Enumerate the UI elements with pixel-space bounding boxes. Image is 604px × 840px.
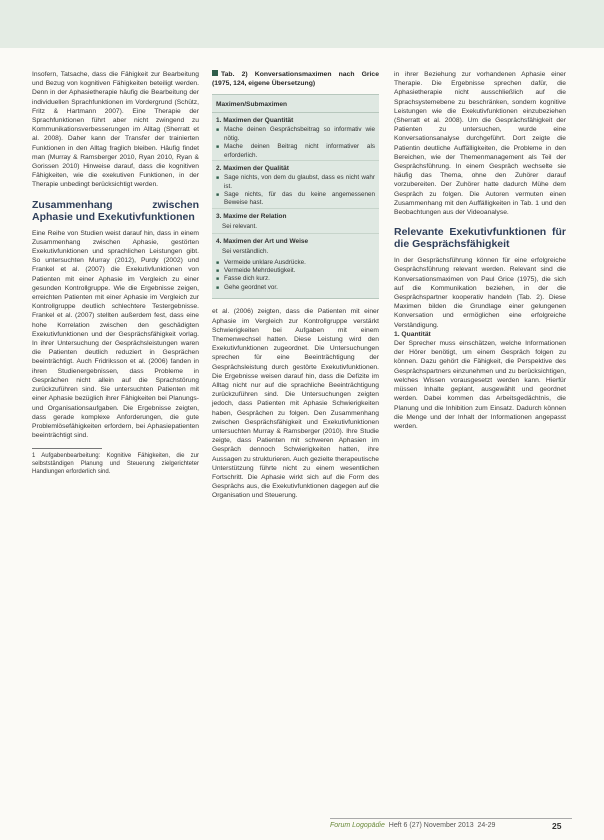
table-caption-text: Tab. 2) Konversationsmaximen nach Grice (1975, 124, eigene Übersetzung) — [212, 71, 379, 87]
table-bullet: ■ Sage nichts, für das du keine angemessenen Beweise hast. — [212, 191, 379, 208]
maxims-table — [212, 94, 379, 299]
footnote: 1 Aufgabenbearbeitung: Kognitive Fähigkeiten, die zur selbstständigen Planung und Steuerung zielgerichteter Handlungen erforderlich sind. — [32, 453, 199, 476]
footnote-rule — [32, 448, 102, 449]
column-right — [394, 70, 566, 431]
page-number: 25 — [552, 821, 562, 831]
section-heading: Relevante Exekutivfunktionen für die Gesprächsfähigkeit — [394, 226, 566, 251]
page-range: 24-29 — [477, 822, 496, 829]
paragraph: In der Gesprächsführung können für eine erfolgreiche Gesprächsführung relevant werden. Relevant sind die Konversationsmaximen von Paul Grice (1975), die sich auf die Kommunikation beziehen, in der die Gesprächspartner kooperativ handeln (Tab. 2). Diese Maximen bilden die Grundlage einer gelungenen Konversation und ermöglichen eine erfolgreiche Verständigung. — [394, 257, 566, 329]
table-bullet: ■ Vermeide unklare Ausdrücke. — [212, 259, 379, 267]
table-bullet: ■ Mache deinen Beitrag nicht informativer als erforderlich. — [212, 143, 379, 160]
table-section-title: 3. Maxime der Relation — [212, 208, 379, 222]
section-heading: Zusammenhang zwischen Aphasie und Exekutivfunktionen — [32, 198, 199, 223]
table-section-title: 2. Maximen der Qualität — [212, 160, 379, 174]
table-bullet: ■ Mache deinen Gesprächsbeitrag so informativ wie nötig. — [212, 126, 379, 143]
table-bullet: ■ Fasse dich kurz. — [212, 275, 379, 283]
column-left — [32, 70, 199, 476]
table-header: Maximen/Submaximen — [212, 97, 379, 113]
top-band — [0, 0, 604, 48]
table-section-title: 4. Maximen der Art und Weise — [212, 233, 379, 247]
paragraph: Insofern, Tatsache, dass die Fähigkeit zur Bearbeitung und Bezug von kognitiven Fähigkeiten beteiligt werden. Denn in der Aphasietherapie häufig die Bearbeitung der individuellen Sprachfunktionen im Vordergrund (Schütz, Fritz & Hartmann 2007). Eine Therapie der Sprachfunktionen führt aber nicht zwingend zu Kommunikationsverbesserungen im Alltag (Sherratt et al. 2008). Daher kann der Transfer der trainierten Funktionen in den Alltag fraglich bleiben. Häufig findet man (Murray & Ramsberger 2010, Ryan 2010, Ryan & Gorissen 2010) Hinweise darauf, dass die kognitiven Fähigkeiten, wie die exekutiven Funktionen, in der Therapie unbedingt berücksichtigt werden. — [32, 71, 199, 189]
numbered-heading: 1. Quantität — [394, 330, 431, 338]
table-caption — [212, 70, 379, 88]
column-middle — [212, 70, 379, 501]
caption-square-icon — [212, 70, 218, 76]
table-section-title: 1. Maximen der Quantität — [216, 117, 294, 125]
footer — [330, 822, 495, 829]
paragraph: Der Sprecher muss einschätzen, welche Informationen der Hörer benötigt, um einem Gespräch folgen zu können. Dazu gehört die Fähigkeit, die Perspektive des Gesprächspartners einzunehmen und zu berücksichtigen, welches Wissen vorausgesetzt werden kann. Hierfür müssen Inhalte geplant, ausgewählt und geordnet werden. Dabei kommen das Arbeitsgedächtnis, die Planung und die Inhibition zum Einsatz. Dadurch können die Menge und der Inhalt der Informationen angepasst werden. — [394, 340, 566, 430]
issue-info: Heft 6 (27) November 2013 — [388, 822, 474, 829]
journal-name: Forum Logopädie — [330, 822, 385, 829]
table-submaxim: Sei relevant. — [222, 223, 258, 231]
paragraph: Eine Reihe von Studien weist darauf hin, dass in einem Zusammenhang zwischen Aphasie, gestörten Exekutivfunktionen und sprachlichen Leistungen gibt. So untersuchten Murray (2012), Purdy (2002) und Frankel et al. (2007) die Exekutivfunktionen von Patienten mit einer Aphasie im Vergleich zu einer gesunden Kontrollgruppe. Wie die Ergebnisse zeigen, erreichten Patienten mit einer Aphasie im Vergleich zur Kontrollgruppe deutlich schlechtere Testergebnisse. Frankel et al. (2007) stellten außerdem fest, dass eine hohe Korrelation zwischen den geschädigten Exekutivfunktionen und der Gesprächsfähigkeit vorlag. In ihrer Untersuchung der Gesprächsleistungen waren die Patienten deutlich reduziert in Gesprächen beeinträchtigt. Auch Fridriksson et al. (2006) fanden in ihren Studienergebnissen, dass Probleme in Gesprächen nicht allein auf die Sprachstörung zurückzuführen sind. Sie untersuchten Patienten mit einer Aphasie bezüglich ihrer Fähigkeiten bei Planungs- und Organisationsaufgaben. Die Ergebnisse zeigten, dass gerade komplexe Anforderungen, die gute Problemlösefähigkeiten erfordern, bei Aphasiepatienten beeinträchtigt sind. — [32, 229, 199, 440]
table-bullet: ■ Vermeide Mehrdeutigkeit. — [212, 267, 379, 275]
paragraph: et al. (2006) zeigten, dass die Patienten mit einer Aphasie im Vergleich zur Kontrollgruppe verstärkt Schwierigkeiten bei Aufgaben mit einem Themenwechsel hatten. Diese Leistung wird den Exekutivfunktionen zugeordnet. Die Untersuchungen sprechen für eine Beeinträchtigung der Gesprächsleistung durch gestörte Exekutivfunktionen. Die Ergebnisse weisen darauf hin, dass die Defizite im Alltag nicht nur auf die sprachliche Beeinträchtigung zurückzuführen sind. Die Untersuchungen zeigten jedoch, dass Patienten mit Aphasie Schwierigkeiten haben, Gesprächen zu folgen. Den Zusammenhang zwischen Gesprächsfähigkeit und Exekutivfunktionen untersuchten Murray & Ramsberger (2010). Ihre Studie zeigte, dass Patienten mit schweren Aphasien im Gespräch dennoch Schwierigkeiten hatten, ihre Aussagen zu strukturieren. Auch gezielte therapeutische Unterstützung führte nicht zu einem wesentlichen Fortschritt. Die Aphasie wirkt sich auf die Form des Gesprächs aus, die Exekutivfunktionen dagegen auf die Organisation und Steuerung. — [212, 308, 379, 500]
paragraph: in ihrer Beziehung zur vorhandenen Aphasie einer Therapie. Die Ergebnisse sprechen dafür, die Aphasietherapie nicht ausschließlich auf die Sprachsystemebene zu beschränken, sondern kognitive Leistungen wie die Exekutivfunktionen einzubeziehen (Sherratt et al. 2008). Um die Gesprächsfähigkeit der Patienten zu untersuchen, wurde eine Konversationsanalyse durchgeführt. Dort zeigte die Patientin deutliche Auffälligkeiten, die Probleme in den Bereichen, wie der Themenmanagement als Teil der Gesprächsführung. In einem Gespräch wechselte sie häufig das Thema, ohne den Zuhörer darauf vorzubereiten. Der Zuhörer hatte dadurch Mühe dem Gespräch zu folgen. Die Autoren vermuten einen Zusammenhang mit den Auffälligkeiten in Tab. 1 und den Beobachtungen aus der Videoanalyse. — [394, 71, 566, 217]
table-submaxim: Sei verständlich. — [222, 248, 269, 256]
table-bullet: ■ Gehe geordnet vor. — [212, 284, 379, 292]
footer-rule — [330, 818, 572, 819]
table-bullet: ■ Sage nichts, von dem du glaubst, dass es nicht wahr ist. — [212, 174, 379, 191]
